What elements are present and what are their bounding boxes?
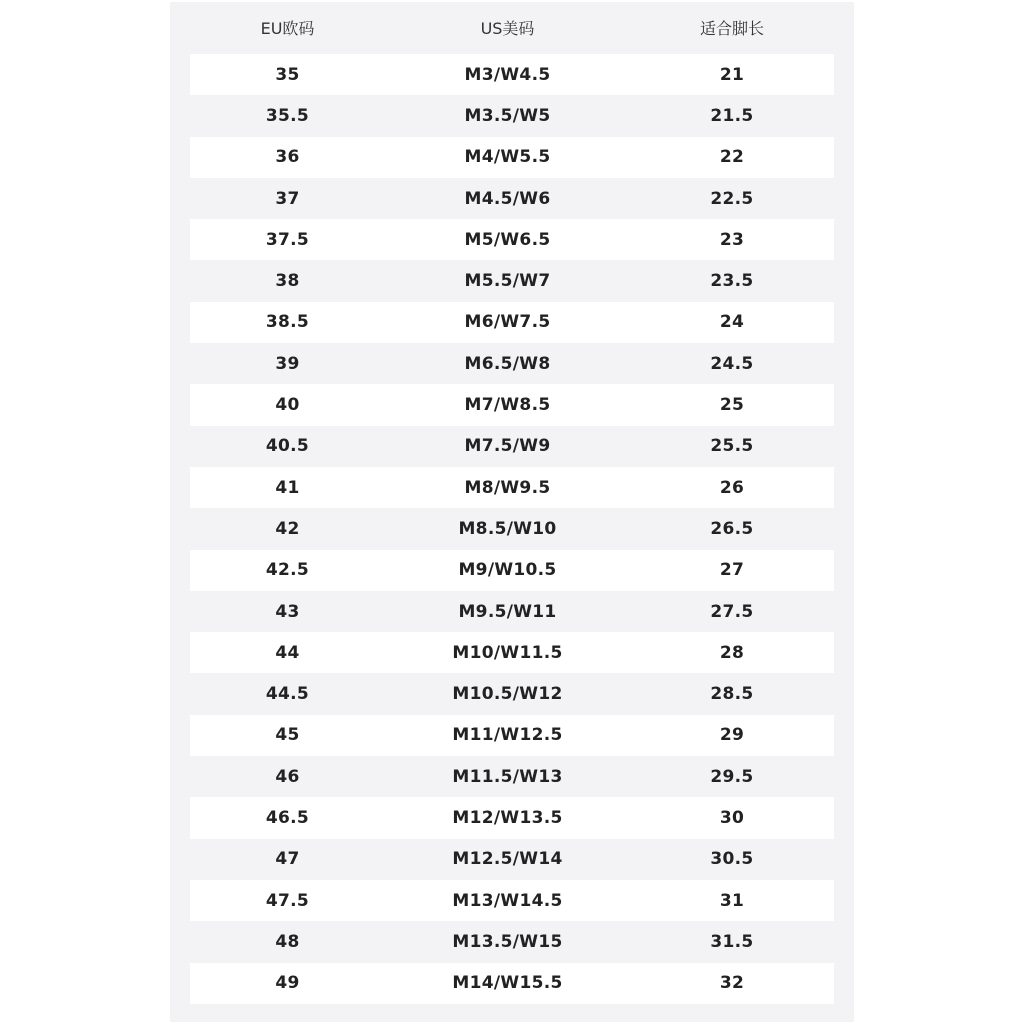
us-size-cell: M8.5/W10 [458, 518, 557, 539]
foot-length-cell: 29.5 [710, 766, 754, 787]
eu-size-cell: 43 [275, 601, 300, 622]
foot-length-cell: 21.5 [710, 105, 754, 126]
foot-length-cell: 27 [719, 560, 745, 581]
foot-length-cell: 32 [719, 973, 745, 994]
table-row [190, 963, 834, 1004]
header-foot-length: 适合脚长 [699, 18, 764, 38]
eu-size-cell: 42.5 [265, 560, 310, 581]
size-table [190, 54, 834, 1004]
foot-length-cell: 24 [719, 312, 745, 333]
table-row [190, 95, 834, 136]
foot-length-cell: 29 [719, 725, 745, 746]
eu-size-cell: 48 [275, 931, 300, 952]
us-size-cell: M13.5/W15 [452, 931, 563, 952]
table-row [190, 467, 834, 508]
eu-size-cell: 44 [275, 642, 300, 663]
table-row [190, 260, 834, 301]
us-size-cell: M12.5/W14 [452, 849, 563, 870]
foot-length-cell: 23.5 [710, 271, 754, 292]
eu-size-cell: 46 [275, 766, 300, 787]
eu-size-cell: 39 [275, 353, 300, 374]
table-row [190, 343, 834, 384]
header-eu-size: EU欧码 [260, 18, 315, 38]
us-size-cell: M3.5/W5 [464, 105, 551, 126]
foot-length-cell: 28.5 [710, 684, 754, 705]
header-us-size: US美码 [480, 18, 535, 38]
eu-size-cell: 40 [275, 395, 300, 416]
us-size-cell: M11.5/W13 [452, 766, 563, 787]
foot-length-cell: 22.5 [710, 188, 754, 209]
eu-size-cell: 36 [275, 147, 300, 168]
us-size-cell: M8/W9.5 [464, 477, 551, 498]
table-row [190, 715, 834, 756]
eu-size-cell: 35 [275, 64, 300, 85]
eu-size-cell: 47 [275, 849, 300, 870]
us-size-cell: M11/W12.5 [452, 725, 563, 746]
table-row [190, 673, 834, 714]
table-row [190, 797, 834, 838]
us-size-cell: M12/W13.5 [452, 807, 563, 828]
table-row [190, 839, 834, 880]
table-row [190, 384, 834, 425]
foot-length-cell: 28 [719, 642, 745, 663]
us-size-cell: M4/W5.5 [464, 147, 551, 168]
us-size-cell: M14/W15.5 [452, 973, 563, 994]
us-size-cell: M3/W4.5 [464, 64, 551, 85]
us-size-cell: M6.5/W8 [464, 353, 551, 374]
us-size-cell: M10.5/W12 [452, 684, 563, 705]
us-size-cell: M5/W6.5 [464, 229, 551, 250]
foot-length-cell: 22 [719, 147, 745, 168]
eu-size-cell: 45 [275, 725, 300, 746]
eu-size-cell: 47.5 [265, 890, 310, 911]
foot-length-cell: 23 [719, 229, 745, 250]
table-row [190, 632, 834, 673]
table-row [190, 54, 834, 95]
eu-size-cell: 46.5 [265, 807, 310, 828]
eu-size-cell: 40.5 [265, 436, 310, 457]
foot-length-cell: 30.5 [710, 849, 754, 870]
us-size-cell: M9.5/W11 [458, 601, 557, 622]
foot-length-cell: 26.5 [710, 518, 754, 539]
foot-length-cell: 25.5 [710, 436, 754, 457]
eu-size-cell: 37.5 [265, 229, 310, 250]
table-row [190, 591, 834, 632]
foot-length-cell: 30 [719, 807, 745, 828]
us-size-cell: M6/W7.5 [464, 312, 551, 333]
eu-size-cell: 38.5 [265, 312, 310, 333]
foot-length-cell: 31 [719, 890, 745, 911]
us-size-cell: M4.5/W6 [464, 188, 551, 209]
foot-length-cell: 24.5 [710, 353, 754, 374]
table-row [190, 302, 834, 343]
table-header [190, 2, 834, 52]
eu-size-cell: 35.5 [265, 105, 310, 126]
table-row [190, 178, 834, 219]
size-chart-panel [170, 2, 854, 1022]
foot-length-cell: 26 [719, 477, 745, 498]
us-size-cell: M10/W11.5 [452, 642, 563, 663]
table-row [190, 550, 834, 591]
foot-length-cell: 25 [719, 395, 745, 416]
table-row [190, 880, 834, 921]
foot-length-cell: 27.5 [710, 601, 754, 622]
table-row [190, 508, 834, 549]
eu-size-cell: 38 [275, 271, 300, 292]
foot-length-cell: 31.5 [710, 931, 754, 952]
eu-size-cell: 44.5 [265, 684, 310, 705]
foot-length-cell: 21 [719, 64, 745, 85]
us-size-cell: M7.5/W9 [464, 436, 551, 457]
us-size-cell: M13/W14.5 [452, 890, 563, 911]
us-size-cell: M9/W10.5 [458, 560, 557, 581]
eu-size-cell: 42 [275, 518, 300, 539]
eu-size-cell: 41 [275, 477, 300, 498]
eu-size-cell: 49 [275, 973, 300, 994]
eu-size-cell: 37 [275, 188, 300, 209]
table-row [190, 921, 834, 962]
table-row [190, 219, 834, 260]
us-size-cell: M5.5/W7 [464, 271, 551, 292]
us-size-cell: M7/W8.5 [464, 395, 551, 416]
table-row [190, 756, 834, 797]
table-row [190, 426, 834, 467]
table-row [190, 137, 834, 178]
